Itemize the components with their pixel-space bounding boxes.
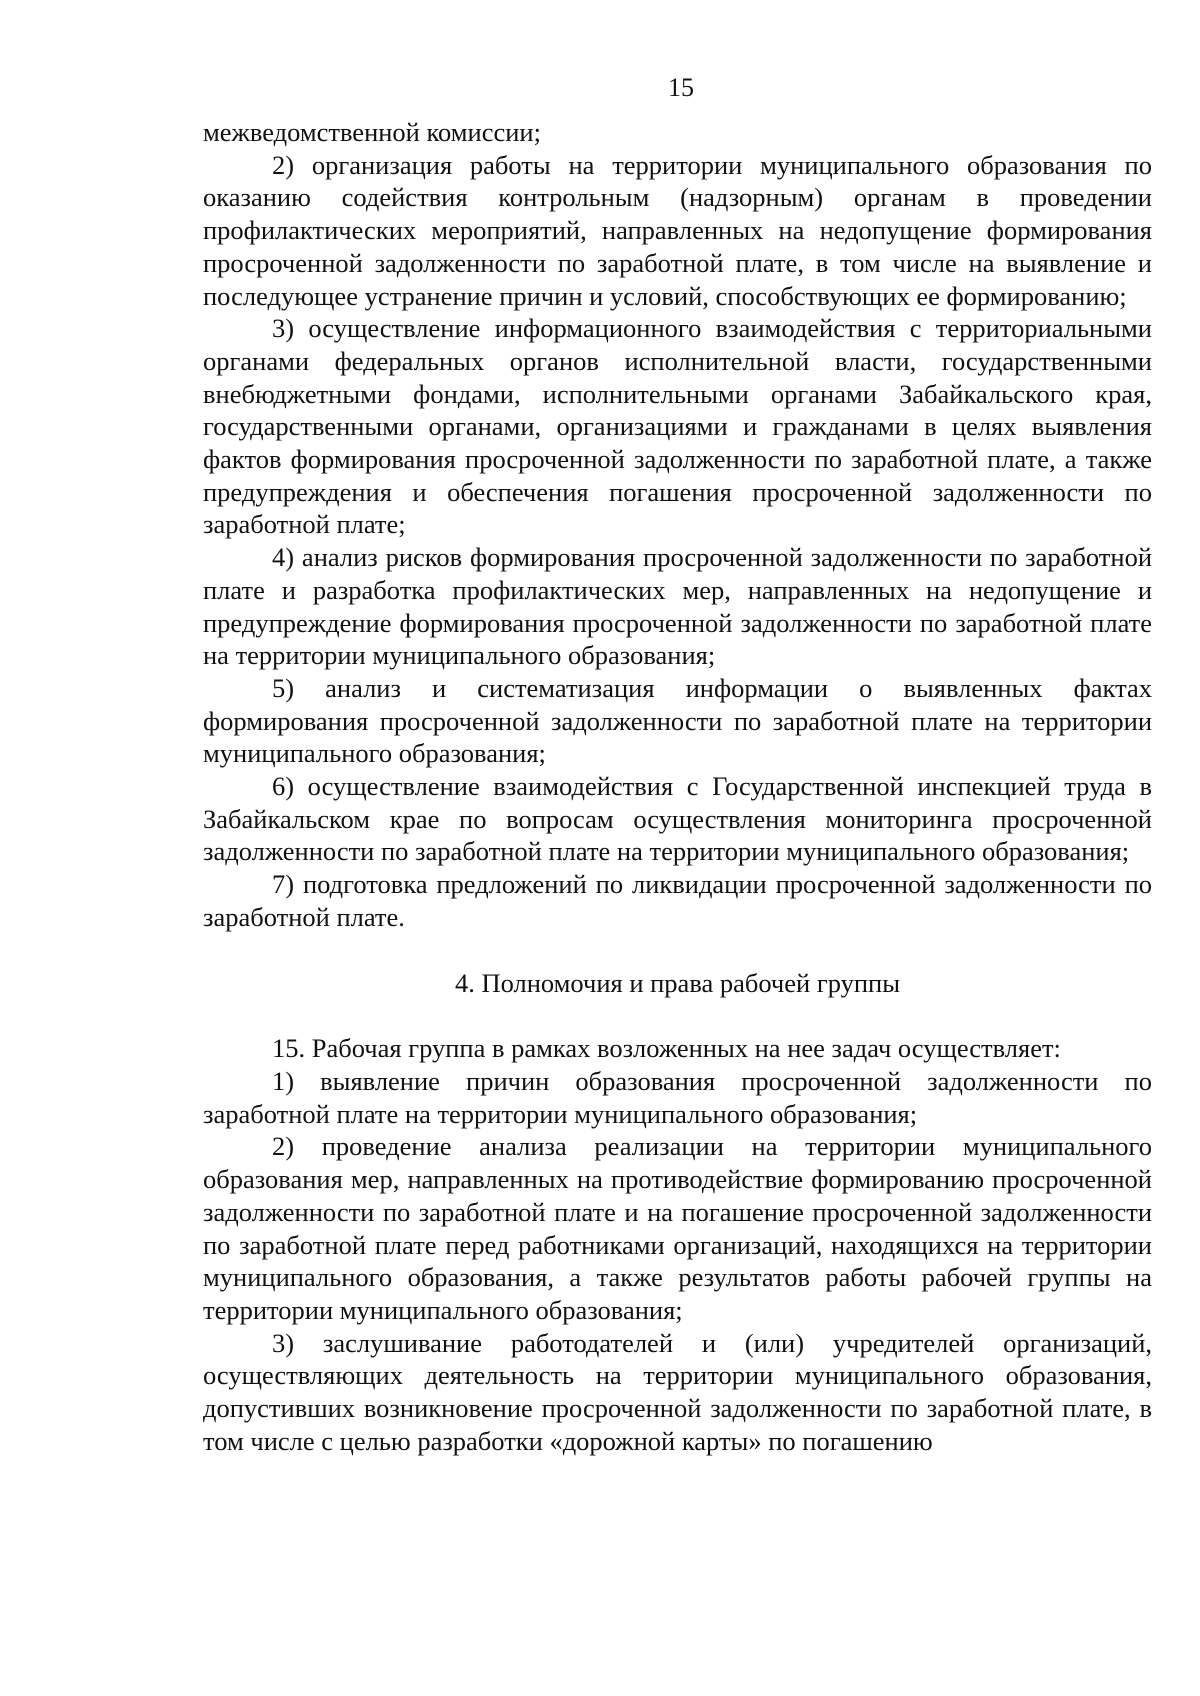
list-item-4: 4) анализ рисков формирования просроченной задолженности по заработной плате и разработка профилактических мер, направленных на недопущение и предупреждение формирования просроченной задолженности по заработной плате на территории муниципального образования; (203, 542, 1152, 671)
clause-15: 15. Рабочая группа в рамках возложенных на нее задач осуществляет: (272, 1033, 1061, 1064)
list-item-7: 7) подготовка предложений по ликвидации просроченной задолженности по заработной плате. (203, 869, 1152, 932)
list-item-3: 3) осуществление информационного взаимодействия с территориальными органами федеральных органов исполнительной власти, государственными внебюджетными фондами, исполнительными органами Забайкальского края, государственными органами, организациями и гражданами в целях выявления фактов формирования просроченной задолженности по заработной плате, а также предупреждения и обеспечения погашения просроченной задолженности по заработной плате; (203, 313, 1152, 540)
list-item-6: 6) осуществление взаимодействия с Государственной инспекцией труда в Забайкальском крае по вопросам осуществления мониторинга просроченной задолженности по заработной плате на территории муниципального образования; (203, 771, 1152, 867)
paragraph-continuation: межведомственной комиссии; (203, 117, 541, 147)
document-body (203, 116, 1152, 1457)
clause-15-item-3: 3) заслушивание работодателей и (или) учредителей организаций, осуществляющих деятельность на территории муниципального образования, допустивших возникновение просроченной задолженности по заработной плате, в том числе с целью разработки «дорожной карты» по погашению (203, 1327, 1152, 1456)
clause-15-item-2: 2) проведение анализа реализации на территории муниципального образования мер, направленных на противодействие формированию просроченной задолженности по заработной плате и на погашение просроченной задолженности по заработной плате перед работниками организаций, находящихся на территории муниципального образования, а также результатов работы рабочей группы на территории муниципального образования; (203, 1131, 1152, 1325)
list-item-2: 2) организация работы на территории муниципального образования по оказанию содействия контрольным (надзорным) органам в проведении профилактических мероприятий, направленных на недопущение формирования просроченной задолженности по заработной плате, в том числе на выявление и последующее устранение причин и условий, способствующих ее формированию; (203, 149, 1152, 311)
clause-15-item-1: 1) выявление причин образования просроченной задолженности по заработной плате на территории муниципального образования; (203, 1065, 1152, 1129)
list-item-5: 5) анализ и систематизация информации о выявленных фактах формирования просроченной задолженности по заработной плате на территории муниципального образования; (203, 672, 1152, 769)
page-number: 15 (668, 73, 694, 102)
section-heading: 4. Полномочия и права рабочей группы (454, 967, 901, 998)
